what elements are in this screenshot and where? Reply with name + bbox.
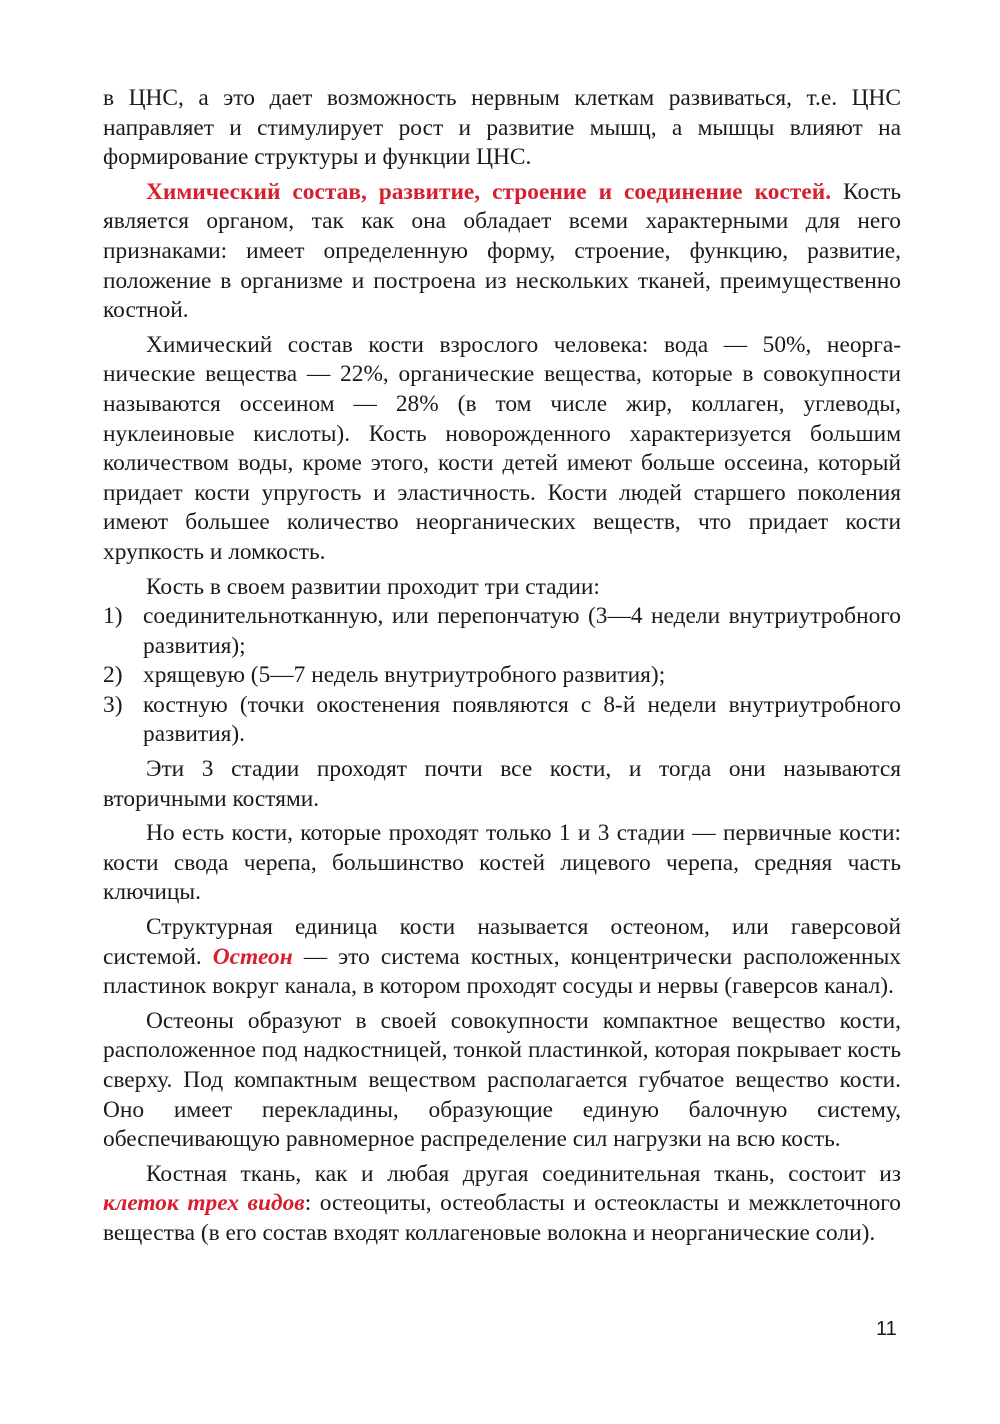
section-heading: Химический состав, развитие, строение и соединение костей. <box>146 178 832 205</box>
paragraph-bone-cells-text-before: Костная ткань, как и любая другая соединительная ткань, состоит из <box>146 1160 901 1187</box>
list-item-text: хрящевую (5—7 недель внутриутробного развития); <box>143 662 666 689</box>
paragraph-compact-substance: Остеоны образуют в своей совокупности компактное вещество кости, расположенное под надкостницей, тонкой пластинкой, которая покрывает кость сверху. Под компактным веществом располагается губчатое вещество кости. Оно имеет перекладины, образующие единую балочную систему, обеспечивающую равномерное распределение сил нагрузки на всю кость. <box>103 1007 901 1153</box>
list-item-number: 2) <box>103 662 123 689</box>
paragraph-osteon <box>103 913 901 1002</box>
paragraph-osteon-text-before: Структурная единица кости называется остеоном, или гаверсовой системой. <box>103 914 901 970</box>
term-three-cell-types: клеток трех видов <box>103 1190 305 1217</box>
paragraph-secondary-bones: Эти 3 стадии проходят почти все кости, и тогда они называются вторичными костями. <box>103 756 901 812</box>
list-item-number: 1) <box>103 603 123 630</box>
list-item <box>103 661 901 691</box>
list-item <box>103 602 901 661</box>
paragraph-bone-cells <box>103 1160 901 1249</box>
stages-list <box>103 602 901 750</box>
list-item <box>103 691 901 750</box>
list-item-number: 3) <box>103 691 123 718</box>
term-osteon: Остеон <box>212 943 293 970</box>
paragraph-cns: в ЦНС, а это дает возможность нервным клеткам развиваться, т.е. ЦНС направляет и стимулирует рост и развитие мышц, а мышцы влияют на формирование структуры и функции ЦНС. <box>103 85 901 171</box>
paragraph-bone-organ-text: Кость является органом, так как она обладает всеми характерными для него признаками: имеет определенную форму, строение, функцию, развитие, положение в организме и построена из нескольких тканей, преимущественно костной. <box>103 178 901 324</box>
page-body <box>103 84 901 1254</box>
paragraph-stages-intro: Кость в своем развитии проходит три стадии: <box>146 573 600 600</box>
paragraph-primary-bones: Но есть кости, которые проходят только 1 и 3 стадии — первичные кости: кости свода черепа, большинство костей лицевого черепа, средняя часть ключицы. <box>103 820 901 906</box>
list-item-text: костную (точки окостенения появляются с 8-й недели внутриутробного развития). <box>143 691 901 748</box>
paragraph-osteon-text-after: — это система костных, концентрически расположенных пластинок вокруг канала, в котором проходят сосуды и нервы (гаверсов канал). <box>103 943 901 1000</box>
page-number: 11 <box>876 1318 897 1340</box>
paragraph-chemical-composition: Химический состав кости взрослого человека: вода — 50%, неорганические вещества — 22%, органические вещества, которые в совокупности называются оссеином — 28% (в том числе жир, коллаген, углеводы, нуклеиновые кислоты). Кость новорожденного характеризуется большим количеством воды, кроме этого, кости детей имеют больше оссеина, который придает кости упругость и эластичность. Кости людей старшего поколения имеют большее количество неорганических веществ, что придает кости хрупкость и ломкость. <box>103 331 901 565</box>
paragraph-bone-cells-text-after: : остеоциты, остеобласты и остеокласты и межклеточного вещества (в его состав входят коллагеновые волокна и неорганические соли). <box>103 1190 901 1246</box>
paragraph-bone-organ <box>103 178 901 326</box>
list-item-text: соединительнотканную, или перепончатую (3—4 недели внутриутробного развития); <box>143 603 901 659</box>
